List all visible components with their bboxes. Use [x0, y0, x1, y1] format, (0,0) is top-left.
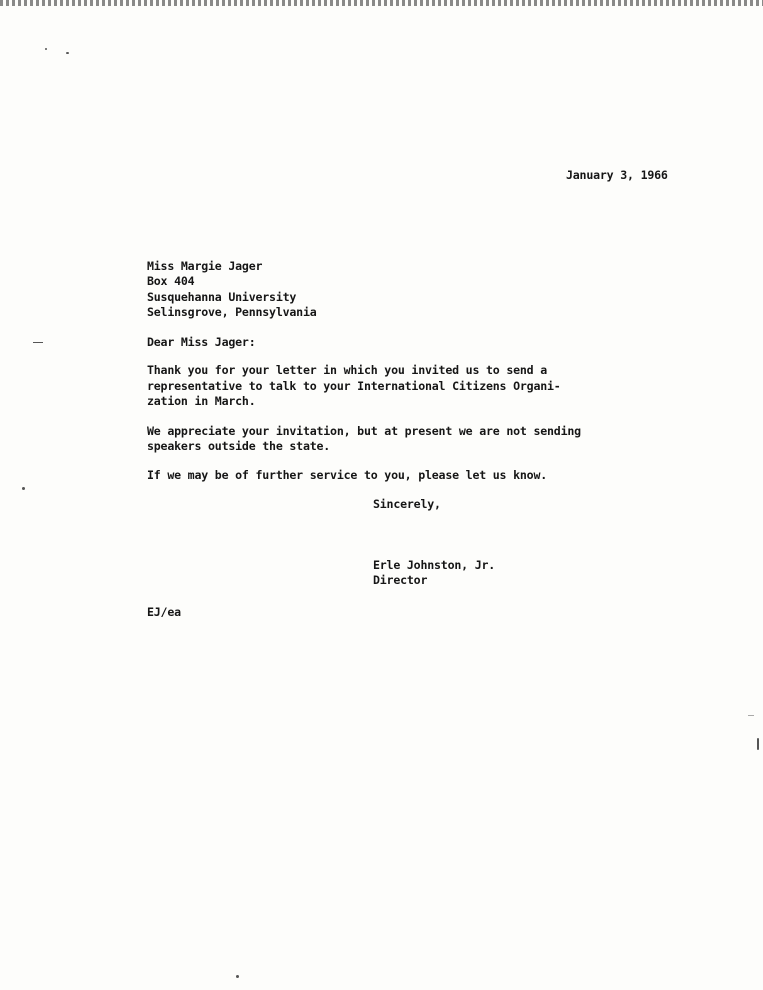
letter-date: January 3, 1966 — [566, 168, 668, 182]
recipient-name: Miss Margie Jager — [147, 259, 263, 273]
signer-title: Director — [373, 573, 428, 587]
top-edge-border — [0, 0, 763, 6]
scan-speck — [45, 48, 47, 50]
scan-speck — [757, 738, 759, 750]
scan-speck — [748, 715, 754, 716]
recipient-box: Box 404 — [147, 274, 195, 288]
scan-speck — [66, 52, 69, 54]
recipient-institution: Susquehanna University — [147, 290, 297, 304]
scan-speck — [33, 342, 43, 343]
recipient-city-state: Selinsgrove, Pennsylvania — [147, 305, 317, 319]
body-line: We appreciate your invitation, but at present we are not sending — [147, 424, 581, 438]
body-line: representative to talk to your International Citizens Organi- — [147, 379, 561, 393]
signer-name: Erle Johnston, Jr. — [373, 558, 496, 572]
body-line: speakers outside the state. — [147, 439, 331, 453]
body-line: If we may be of further service to you, please let us know. — [147, 468, 548, 482]
closing: Sincerely, — [373, 497, 441, 511]
body-line: Thank you for your letter in which you invited us to send a — [147, 363, 548, 377]
scan-speck — [236, 975, 239, 978]
body-line: zation in March. — [147, 394, 256, 408]
scan-speck — [22, 487, 25, 490]
reference-initials: EJ/ea — [147, 605, 181, 619]
salutation: Dear Miss Jager: — [147, 335, 256, 349]
